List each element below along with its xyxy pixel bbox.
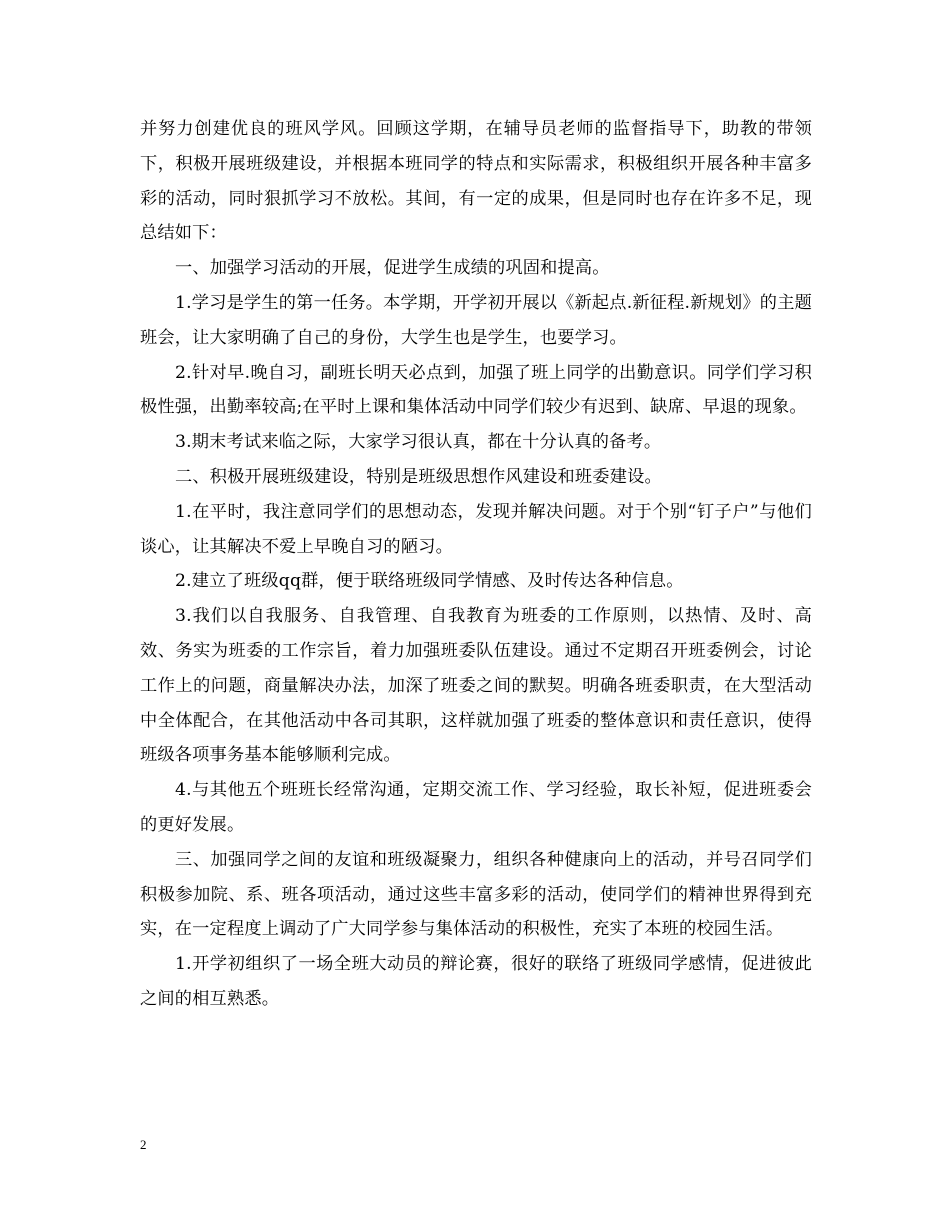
paragraph-2-2: 2.建立了班级qq群，便于联络班级同学情感、及时传达各种信息。	[175, 571, 684, 592]
document-body	[140, 112, 812, 1017]
paragraph-2-1: 1.在平时，我注意同学们的思想动态，发现并解决问题。对于个别“钉子户”与他们谈心，让其解决不爱上早晚自习的陋习。	[140, 501, 812, 557]
paragraph-intro-continuation: 并努力创建优良的班风学风。回顾这学期，在辅导员老师的监督指导下，助教的带领下，积极开展班级建设，并根据本班同学的特点和实际需求，积极组织开展各种丰富多彩的活动，同时狠抓学习不放松。其间，有一定的成果，但是同时也存在许多不足，现总结如下：	[140, 119, 812, 244]
paragraph-1-3: 3.期末考试来临之际，大家学习很认真，都在十分认真的备考。	[175, 432, 662, 453]
paragraph-3-1: 1.开学初组织了一场全班大动员的辩论赛，很好的联络了班级同学感情，促进彼此之间的相互熟悉。	[140, 954, 812, 1009]
page-number: 2	[140, 1137, 147, 1152]
paragraph-1-2: 2.针对早.晚自习，副班长明天必点到，加强了班上同学的出勤意识。同学们学习积极性强，出勤率较高;在平时上课和集体活动中同学们较少有迟到、缺席、早退的现象。	[140, 362, 812, 418]
paragraph-2-4: 4.与其他五个班班长经常沟通，定期交流工作、学习经验，取长补短，促进班委会的更好发展。	[140, 780, 812, 835]
section-heading-1: 一、加强学习活动的开展，促进学生成绩的巩固和提高。	[175, 258, 610, 279]
paragraph-2-3: 3.我们以自我服务、自我管理、自我教育为班委的工作原则，以热情、及时、高效、务实为班委的工作宗旨，着力加强班委队伍建设。通过不定期召开班委例会，讨论工作上的问题，商量解决办法，加深了班委之间的默契。明确各班委职责，在大型活动中全体配合，在其他活动中各司其职，这样就加强了班委的整体意识和责任意识，使得班级各项事务基本能够顺利完成。	[140, 606, 812, 766]
section-heading-2: 二、积极开展班级建设，特别是班级思想作风建设和班委建设。	[175, 466, 662, 487]
section-heading-3: 三、加强同学之间的友谊和班级凝聚力，组织各种健康向上的活动，并号召同学们积极参加院、系、班各项活动，通过这些丰富多彩的活动，使同学们的精神世界得到充实，在一定程度上调动了广大同学参与集体活动的积极性，充实了本班的校园生活。	[140, 849, 812, 940]
paragraph-1-1: 1.学习是学生的第一任务。本学期，开学初开展以《新起点.新征程.新规划》的主题班会，让大家明确了自己的身份，大学生也是学生，也要学习。	[140, 292, 812, 348]
